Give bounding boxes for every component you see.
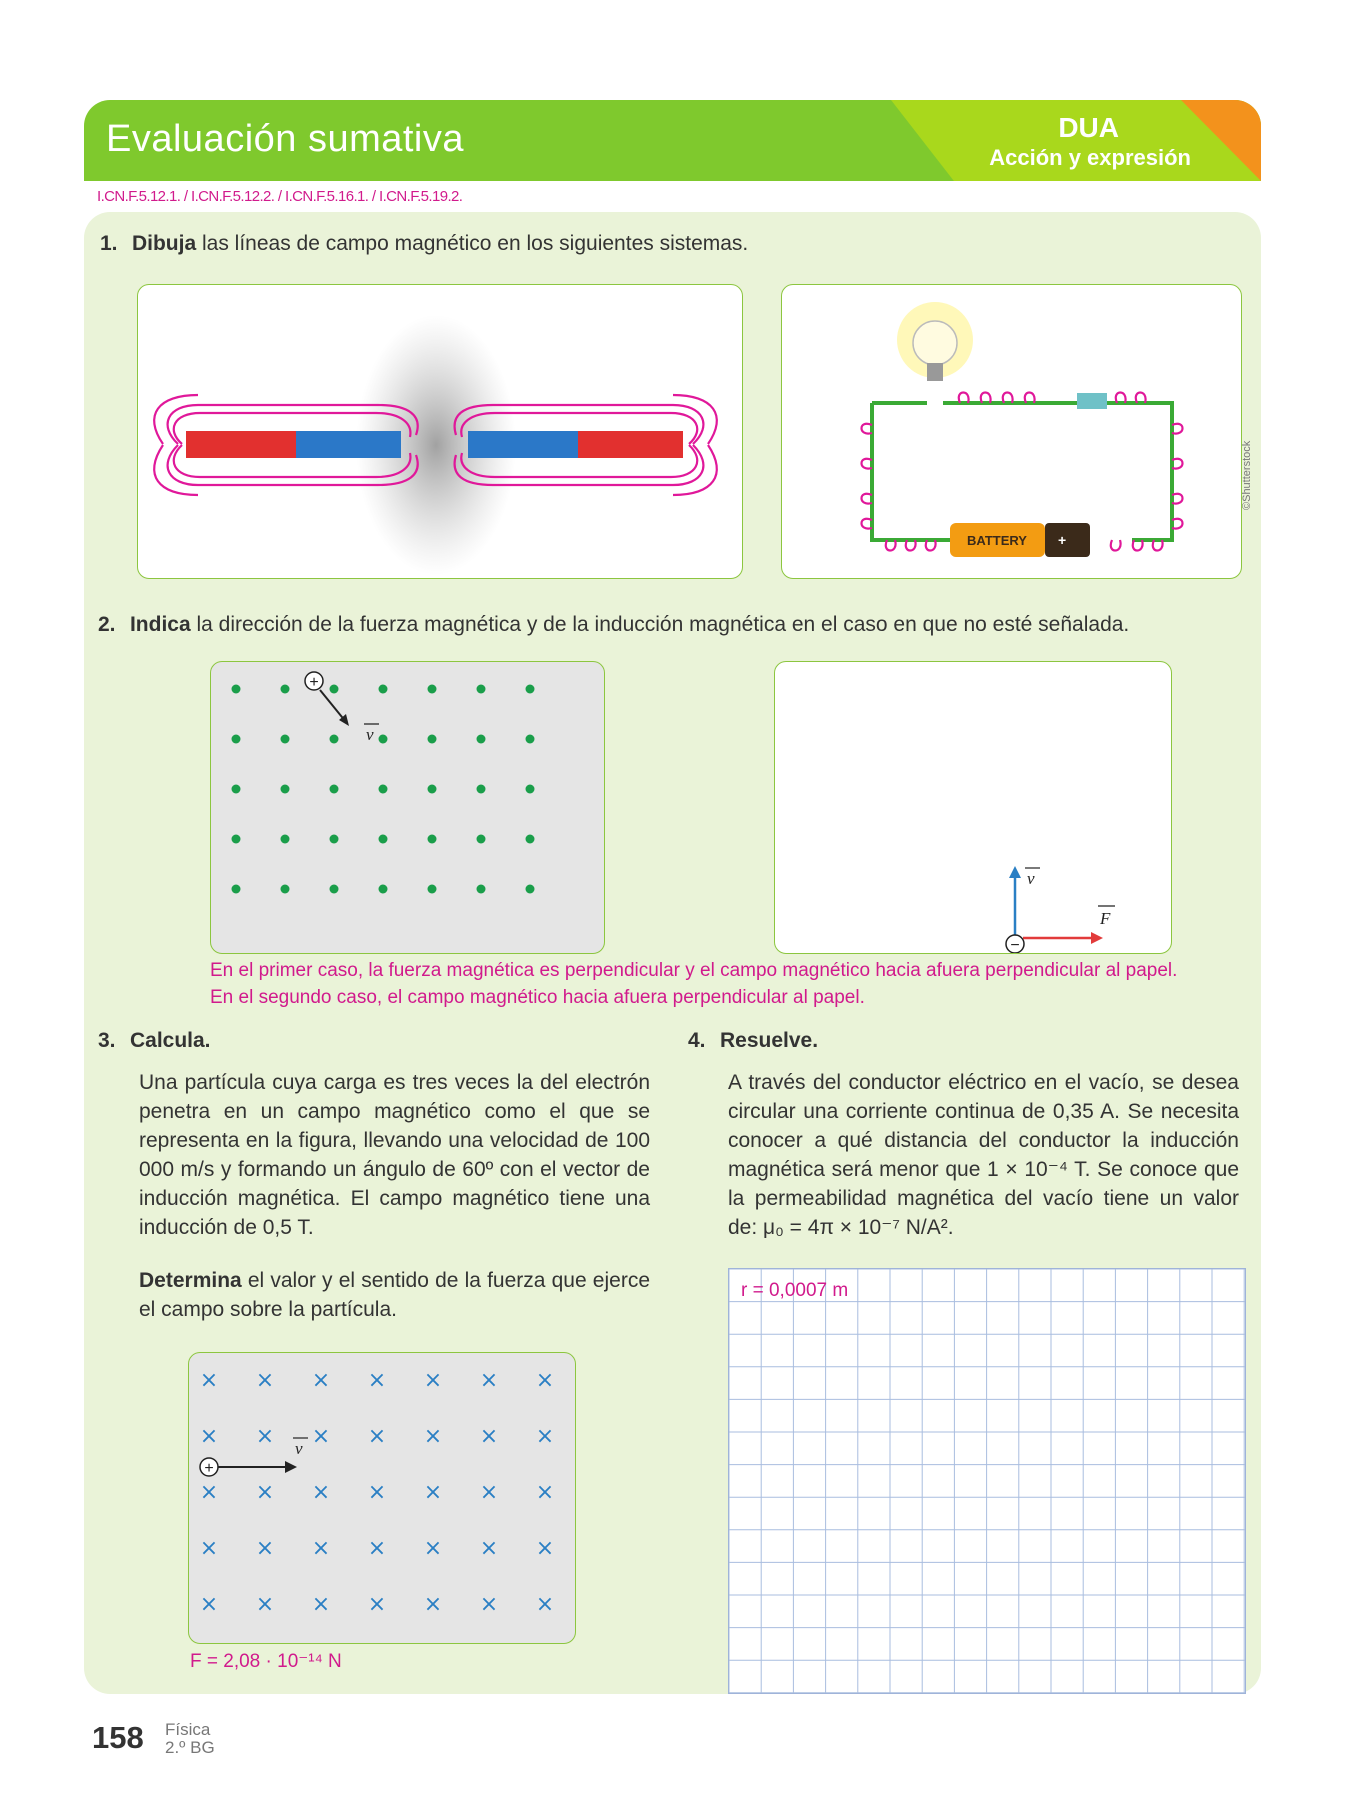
field-cross: × <box>255 1424 275 1449</box>
bar-magnets-image <box>138 285 742 578</box>
field-dot <box>232 885 241 894</box>
question-number: 1. <box>100 232 118 255</box>
page-title: Evaluación sumativa <box>106 118 465 160</box>
question-title: Resuelve. <box>719 1029 819 1052</box>
field-dot <box>281 735 290 744</box>
field-dot <box>526 885 535 894</box>
field-cross: × <box>479 1592 499 1617</box>
q2-answer: En el primer caso, la fuerza magnética es perpendicular y el campo magnético hacia afuera perpendicular al papel. En el segundo caso, el campo magnético hacia afuera perpendicular al papel. <box>210 960 1178 1008</box>
field-dot <box>379 785 388 794</box>
question-number: 4. <box>688 1029 706 1052</box>
field-dot <box>526 835 535 844</box>
field-cross: × <box>255 1368 275 1393</box>
grade-name: 2.º BG <box>165 1738 215 1757</box>
subject-label <box>165 1721 215 1757</box>
field-dot <box>281 685 290 694</box>
grid <box>729 1269 1245 1693</box>
field-dot <box>281 885 290 894</box>
velocity-arrowhead <box>285 1461 297 1473</box>
field-dot <box>428 785 437 794</box>
charge-sign: + <box>204 1460 214 1477</box>
magnet-right-red <box>578 431 683 458</box>
question-3-heading <box>98 1029 211 1053</box>
field-cross: × <box>199 1480 219 1505</box>
field-cross: × <box>367 1424 387 1449</box>
field-dot <box>232 735 241 744</box>
question-4-heading <box>688 1029 818 1053</box>
question-2 <box>98 613 1129 637</box>
field-dot <box>379 685 388 694</box>
velocity-label: v <box>366 725 374 744</box>
field-dot <box>281 835 290 844</box>
field-dot <box>526 685 535 694</box>
question-verb: Dibuja <box>131 232 197 255</box>
question-1 <box>100 232 748 256</box>
field-cross: × <box>423 1480 443 1505</box>
magnets-figure <box>137 284 743 579</box>
field-dot <box>526 785 535 794</box>
dua-subtitle: Acción y expresión <box>989 145 1191 170</box>
field-dots <box>232 685 535 894</box>
field-cross: × <box>535 1592 555 1617</box>
charge-sign: + <box>309 674 319 691</box>
field-dot <box>379 885 388 894</box>
header-bar <box>84 100 1261 181</box>
field-cross: × <box>255 1592 275 1617</box>
field-cross: × <box>311 1536 331 1561</box>
velocity-label: v <box>1027 869 1035 888</box>
magnet-left-blue <box>296 431 401 458</box>
magnet-right-blue <box>468 431 578 458</box>
force-arrowhead <box>1091 932 1103 944</box>
bulb-socket <box>927 363 943 381</box>
q4-answer: r = 0,0007 m <box>741 1280 849 1301</box>
image-credit: ©Shutterstock <box>1241 440 1253 510</box>
question-text: la dirección de la fuerza magnética y de la inducción magnética en el caso en que no esté señalada. <box>190 613 1130 636</box>
field-cross: × <box>423 1424 443 1449</box>
switch-icon <box>1077 393 1107 409</box>
circuit-figure <box>781 284 1242 579</box>
field-dot <box>330 685 339 694</box>
field-cross: × <box>311 1592 331 1617</box>
field-dot <box>379 835 388 844</box>
field-dot <box>232 785 241 794</box>
field-cross: × <box>423 1536 443 1561</box>
field-dot <box>330 735 339 744</box>
field-dot <box>477 885 486 894</box>
force-label: F <box>1100 909 1111 928</box>
force-figure <box>774 661 1172 954</box>
field-dot <box>330 785 339 794</box>
field-dot <box>428 685 437 694</box>
field-dot <box>477 735 486 744</box>
field-cross: × <box>367 1368 387 1393</box>
q4-paragraph: A través del conductor eléctrico en el vacío, se desea circular una corriente continua de 0,35 A. Se necesita conocer a qué distancia del conductor la inducción magnética será menor que 1 × 10⁻⁴ T. Se conoce que la permeabilidad magnética del vacío tiene un valor de: μ₀ = 4π × 10⁻⁷ N/A². <box>728 1071 1239 1239</box>
field-dot <box>232 685 241 694</box>
field-cross: × <box>311 1424 331 1449</box>
light-bulb-icon <box>913 321 957 365</box>
field-cross: × <box>479 1368 499 1393</box>
question-number: 2. <box>98 613 116 636</box>
field-out-of-page-diagram <box>211 662 604 953</box>
field-cross: × <box>199 1536 219 1561</box>
q3-answer: F = 2,08 · 10⁻¹⁴ N <box>190 1651 342 1672</box>
field-cross: × <box>535 1424 555 1449</box>
field-cross: × <box>199 1424 219 1449</box>
crosses-field-figure <box>188 1352 576 1644</box>
dots-field-figure <box>210 661 605 954</box>
question-title: Calcula. <box>129 1029 211 1052</box>
field-cross: × <box>311 1480 331 1505</box>
field-cross: × <box>479 1480 499 1505</box>
field-cross: × <box>199 1368 219 1393</box>
circuit-image <box>782 285 1241 578</box>
magnet-left-red <box>186 431 296 458</box>
q3-instruction <box>139 1266 650 1324</box>
velocity-label: v <box>295 1439 303 1458</box>
field-dot <box>281 785 290 794</box>
battery-plus: + <box>1058 532 1067 548</box>
field-dot <box>330 885 339 894</box>
charge-sign: − <box>1010 937 1020 953</box>
dua-title: DUA <box>1058 112 1119 143</box>
field-cross: × <box>255 1480 275 1505</box>
velocity-arrowhead <box>1009 866 1021 878</box>
field-cross: × <box>535 1480 555 1505</box>
field-into-page-diagram <box>189 1353 575 1643</box>
field-cross: × <box>367 1592 387 1617</box>
page-number: 158 <box>92 1720 144 1755</box>
field-cross: × <box>535 1536 555 1561</box>
question-verb: Indica <box>129 613 191 636</box>
field-cross: × <box>535 1368 555 1393</box>
battery-label: BATTERY <box>967 533 1027 548</box>
field-cross: × <box>367 1480 387 1505</box>
grid-lines <box>729 1269 1245 1693</box>
field-cross: × <box>423 1592 443 1617</box>
circuit-wire <box>872 403 1172 540</box>
field-dot <box>428 835 437 844</box>
velocity-arrow <box>320 690 346 722</box>
field-cross: × <box>367 1536 387 1561</box>
field-dot <box>379 735 388 744</box>
field-cross: × <box>255 1536 275 1561</box>
question-number: 3. <box>98 1029 116 1052</box>
field-cross: × <box>311 1368 331 1393</box>
field-dot <box>428 885 437 894</box>
answer-grid[interactable] <box>728 1268 1246 1694</box>
field-dot <box>232 835 241 844</box>
question-verb: Determina <box>139 1269 242 1292</box>
field-cross: × <box>479 1536 499 1561</box>
question-text: las líneas de campo magnético en los siguientes sistemas. <box>196 232 749 255</box>
field-dot <box>477 785 486 794</box>
force-velocity-diagram <box>775 662 1171 953</box>
subject-name: Física <box>165 1720 211 1739</box>
field-cross: × <box>479 1424 499 1449</box>
field-dot <box>330 835 339 844</box>
field-cross: × <box>199 1592 219 1617</box>
q3-paragraph: Una partícula cuya carga es tres veces la del electrón penetra en un campo magnético como el que se representa en la figura, llevando una velocidad de 100 000 m/s y formando un ángulo de 60º con el vector de inducción magnética. El campo magnético tiene una inducción de 0,5 T. <box>139 1071 650 1239</box>
field-crosses <box>200 1368 554 1617</box>
field-dot <box>477 685 486 694</box>
battery-cap <box>1045 523 1090 557</box>
indicators: I.CN.F.5.12.1. / I.CN.F.5.12.2. / I.CN.F.5.16.1. / I.CN.F.5.19.2. <box>97 188 463 205</box>
field-dot <box>477 835 486 844</box>
field-cross: × <box>423 1368 443 1393</box>
question-text: el valor y el sentido de la fuerza que ejerce el campo sobre la partícula. <box>139 1269 650 1321</box>
field-dot <box>526 735 535 744</box>
field-dot <box>428 735 437 744</box>
